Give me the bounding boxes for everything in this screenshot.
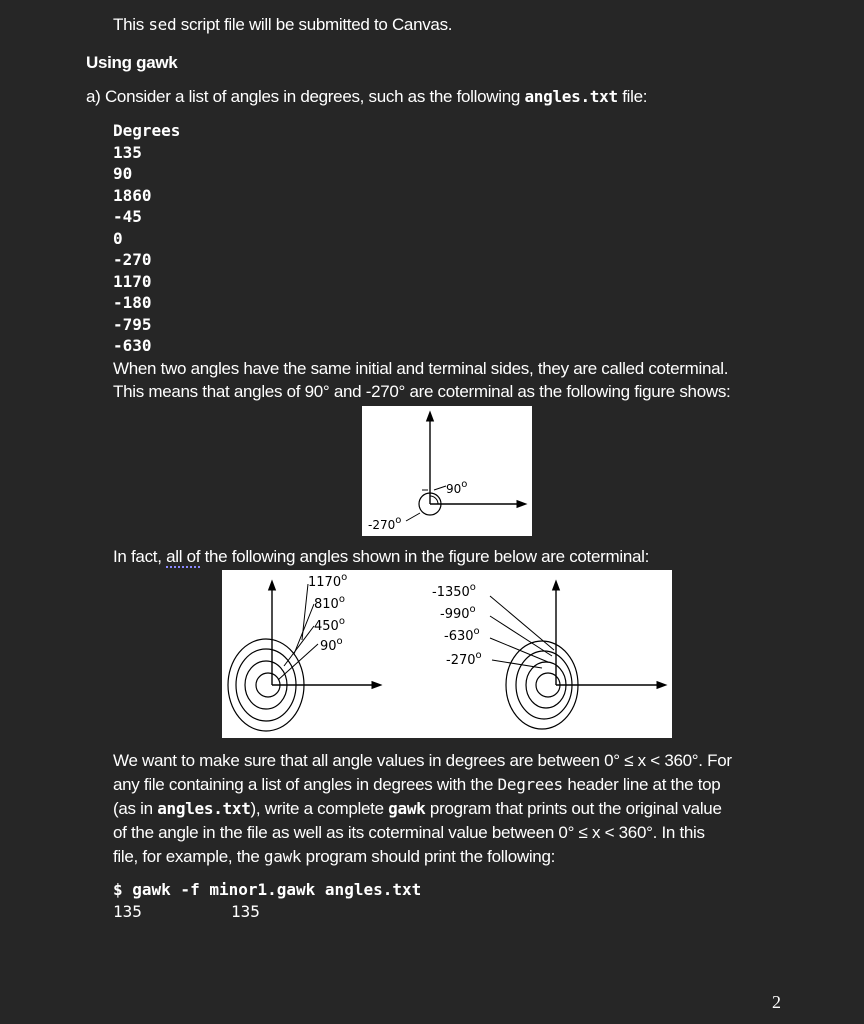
angles-file-code: angles.txt bbox=[157, 799, 251, 818]
filename-code: angles.txt bbox=[524, 87, 618, 106]
gawk-code: gawk bbox=[388, 799, 426, 818]
angle-value: 90 bbox=[113, 164, 133, 183]
page-number: 2 bbox=[772, 992, 781, 1012]
output-original: 135 bbox=[113, 902, 142, 921]
fact-line: In fact, all of the following angles shown in the figure below are coterminal: bbox=[113, 547, 650, 566]
task-line-4: of the angle in the file as well as its coterminal value between 0° ≤ x < 360°. In this bbox=[113, 823, 705, 842]
task-line-3: (as in angles.txt), write a complete gawk program that prints out the original value bbox=[113, 799, 722, 818]
left-label-810: 810$^o$ bbox=[314, 594, 345, 612]
angle-value: -630 bbox=[113, 336, 152, 355]
left-label-90: 90$^o$ bbox=[320, 636, 343, 654]
angle-value: 1860 bbox=[113, 185, 152, 205]
figure-2-svg bbox=[222, 570, 672, 738]
right-label-neg-1350: -1350$^o$ bbox=[432, 582, 476, 600]
coterminal-line-1: When two angles have the same initial and terminal sides, they are called coterminal. bbox=[113, 359, 729, 378]
angles-list bbox=[113, 120, 180, 357]
right-label-neg-270: -270$^o$ bbox=[446, 650, 482, 668]
right-label-neg-630: -630$^o$ bbox=[444, 626, 480, 644]
leader-90 bbox=[434, 486, 446, 490]
gawk-code-2: gawk bbox=[263, 847, 302, 866]
degrees-code: Degrees bbox=[497, 775, 563, 794]
part-a-line: a) Consider a list of angles in degrees, such as the following angles.txt file: bbox=[86, 87, 648, 106]
task-line-5: file, for example, the gawk program should print the following: bbox=[113, 847, 556, 866]
section-heading: Using gawk bbox=[86, 53, 178, 72]
task-line-2: any file containing a list of angles in degrees with the Degrees header line at the top bbox=[113, 775, 721, 794]
right-spiral-diagram bbox=[490, 585, 662, 729]
label-90: 90$^o$ bbox=[446, 479, 468, 496]
angle-value: 1170 bbox=[113, 271, 152, 291]
command-line: $ gawk -f minor1.gawk angles.txt bbox=[113, 880, 422, 899]
coterminal-line-2: This means that angles of 90° and -270° are coterminal as the following figure shows: bbox=[113, 382, 731, 401]
figure-1-svg bbox=[362, 406, 532, 536]
angle-value: 135 bbox=[113, 142, 142, 162]
angles-header: Degrees bbox=[113, 121, 181, 140]
angle-value: -795 bbox=[113, 314, 152, 334]
sed-code: sed bbox=[148, 15, 177, 34]
angle-value: -270 bbox=[113, 250, 152, 269]
coterminal-figure-1 bbox=[362, 406, 532, 536]
coterminal-figure-2 bbox=[222, 570, 672, 738]
left-label-450: 450$^o$ bbox=[314, 616, 345, 634]
angle-value: 0 bbox=[113, 228, 123, 248]
leader-neg-270 bbox=[406, 513, 420, 521]
angle-value: -45 bbox=[113, 207, 142, 226]
task-line-1: We want to make sure that all angle values in degrees are between 0° ≤ x < 360°. For bbox=[113, 751, 732, 770]
left-spiral-diagram bbox=[228, 584, 377, 731]
label-neg-270: -270$^o$ bbox=[368, 515, 402, 532]
left-label-1170: 1170$^o$ bbox=[308, 572, 348, 590]
arc-90 bbox=[430, 496, 438, 504]
right-label-neg-990: -990$^o$ bbox=[440, 604, 476, 622]
angle-value: -180 bbox=[113, 293, 152, 312]
intro-line: This sed script file will be submitted to Canvas. bbox=[113, 15, 453, 34]
output-coterminal: 135 bbox=[231, 902, 260, 921]
all-of-underlined: all of bbox=[166, 547, 201, 566]
